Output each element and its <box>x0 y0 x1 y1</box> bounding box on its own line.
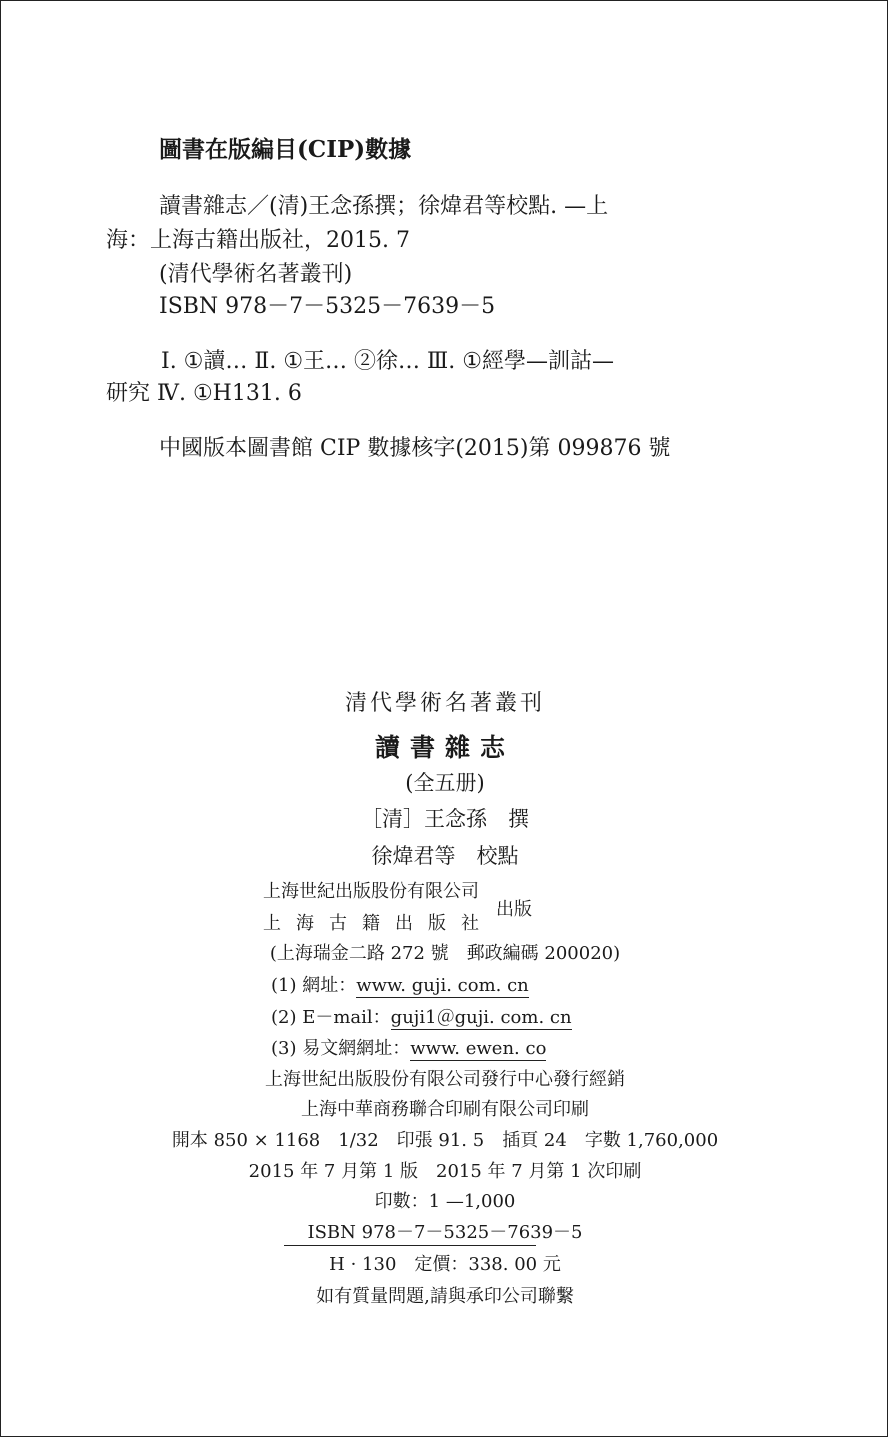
email-link[interactable]: guji1＠guji. com. cn <box>390 1007 572 1028</box>
editors-line: 徐煒君等 校點 <box>371 844 519 868</box>
cip-subject-line-2: 研究 Ⅳ. ①H131. 6 <box>106 381 302 406</box>
email-line <box>271 1003 572 1029</box>
printer-line: 上海中華商務聯合印刷有限公司印刷 <box>301 1099 589 1120</box>
book-title: 讀書雜志 <box>374 733 515 762</box>
email-label: (2) E－mail： <box>271 1007 391 1028</box>
publisher-names <box>263 876 494 940</box>
ewen-label: (3) 易文網網址： <box>271 1038 411 1059</box>
publisher-block <box>263 876 532 940</box>
publisher-suffix: 出版 <box>496 899 532 920</box>
series-title: 清代學術名著叢刊 <box>344 691 545 716</box>
print-run: 印數：1 —1,000 <box>374 1191 516 1212</box>
cip-line-2: 海：上海古籍出版社，2015. 7 <box>106 228 410 253</box>
colophon-isbn: ISBN 978－7－5325－7639－5 <box>307 1222 583 1243</box>
cip-heading: 圖書在版編目(CIP)數據 <box>159 136 412 163</box>
website-label: (1) 網址： <box>271 975 357 996</box>
quality-notice: 如有質量問題,請與承印公司聯繫 <box>316 1286 574 1307</box>
publisher-address: (上海瑞金二路 272 號 郵政編碼 200020) <box>269 943 621 964</box>
cip-line-1: 讀書雜志／(清)王念孫撰；徐煒君等校點. —上 <box>159 194 609 219</box>
ewen-line <box>271 1034 546 1060</box>
volume-count: (全五册) <box>405 771 485 795</box>
edition-line: 2015 年 7 月第 1 版 2015 年 7 月第 1 次印刷 <box>248 1161 642 1182</box>
cip-isbn: ISBN 978－7－5325－7639－5 <box>159 294 496 319</box>
cip-record-number: 中國版本圖書館 CIP 數據核字(2015)第 099876 號 <box>159 436 671 461</box>
author-line: ［清］王念孫 撰 <box>361 807 529 831</box>
website-link[interactable]: www. guji. com. cn <box>356 975 529 996</box>
cip-line-3: (清代學術名著叢刊) <box>159 262 353 287</box>
publisher-group: 上海世紀出版股份有限公司 <box>263 881 479 902</box>
isbn-rule <box>284 1245 536 1246</box>
distributor-line: 上海世紀出版股份有限公司發行中心發行經銷 <box>265 1069 625 1090</box>
format-specs: 開本 850 × 1168 1/32 印張 91. 5 插頁 24 字數 1,760,000 <box>171 1130 719 1151</box>
ewen-link[interactable]: www. ewen. co <box>410 1038 547 1059</box>
publisher-press: 上海古籍出版社 <box>263 913 494 934</box>
price-line: H · 130 定價：338. 00 元 <box>329 1254 561 1275</box>
website-line <box>271 971 529 997</box>
cip-subject-line-1: Ⅰ. ①讀… Ⅱ. ①王… ②徐… Ⅲ. ①經學—訓詁— <box>161 349 614 374</box>
